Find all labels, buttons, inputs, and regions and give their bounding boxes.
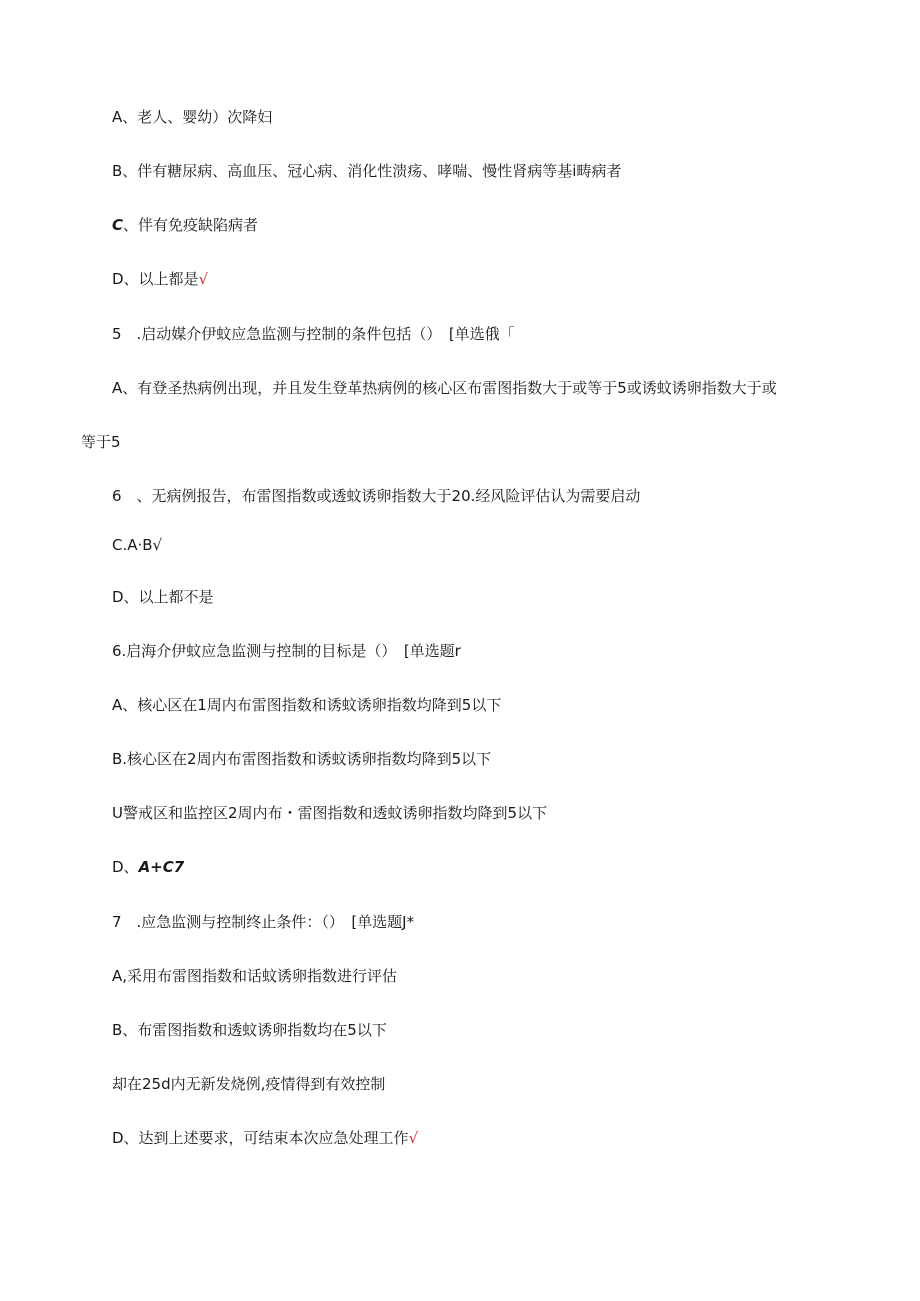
option-line	[112, 215, 258, 235]
option-continuation	[81, 432, 121, 452]
option-text: D、以上都是	[112, 270, 199, 288]
option-text: D、达到上述要求，可结束本次应急处理工作	[112, 1129, 409, 1147]
option-text: B、伴有糖尿病、高血压、冠心病、消化性溃疡、哮喘、慢性肾病等基i畴病者	[112, 162, 622, 180]
option-text: D、	[112, 858, 139, 876]
option-line	[112, 1074, 385, 1094]
question-text: 6.启海介伊蚊应急监测与控制的目标是（） [单选题r	[112, 642, 461, 660]
option-text: 却在25d内无新发烧例,疫情得到有效控制	[112, 1075, 386, 1093]
option-answer: A+C7	[138, 858, 185, 876]
option-line	[112, 857, 184, 877]
option-line	[112, 749, 491, 769]
option-line	[112, 161, 621, 181]
option-letter: C	[112, 216, 124, 234]
option-text: B、布雷图指数和透蚊诱卵指数均在5以下	[112, 1021, 387, 1039]
option-line	[112, 269, 208, 289]
option-text: B.核心区在2周内布雷图指数和诱蚊诱卵指数均降到5以下	[112, 750, 492, 768]
option-text: 6 、无病例报告，布雷图指数或透蚊诱卵指数大于20.经风险评估认为需要启动	[112, 487, 641, 505]
option-text: A、老人、婴幼）次降妇	[112, 108, 273, 126]
option-text: A、有登圣热病例出现，并且发生登革热病例的核心区布雷图指数大于或等于5或诱蚊诱卵指数大于或	[112, 379, 777, 397]
option-text: A,采用布雷图指数和话蚊诱卵指数进行评估	[112, 967, 398, 985]
option-line	[112, 1020, 387, 1040]
option-line	[112, 803, 547, 823]
option-line	[112, 107, 272, 127]
option-line	[112, 486, 640, 506]
option-text: C.A·B√	[112, 536, 163, 554]
question-text: 5 .启动媒介伊蚊应急监测与控制的条件包括（） [单选俄「	[112, 325, 515, 343]
option-text: A、核心区在1周内布雷图指数和诱蚊诱卵指数均降到5以下	[112, 696, 502, 714]
question-text: 7 .应急监测与控制终止条件：（） [单选题J*	[112, 913, 415, 931]
option-line	[112, 587, 214, 607]
answer-check-mark: √	[408, 1129, 419, 1147]
option-line	[112, 378, 777, 398]
question-line	[112, 324, 515, 344]
option-text: 等于5	[81, 433, 121, 451]
answer-check-mark: √	[198, 270, 209, 288]
option-line	[112, 695, 501, 715]
option-text: U警戒区和监控区2周内布・雷图指数和透蚊诱卵指数均降到5以下	[112, 804, 548, 822]
option-line	[112, 1128, 418, 1148]
question-line	[112, 912, 414, 932]
question-line	[112, 641, 461, 661]
option-text: 、伴有免疫缺陷病者	[123, 216, 259, 234]
option-line	[112, 535, 162, 555]
option-text: D、以上都不是	[112, 588, 214, 606]
option-line	[112, 966, 397, 986]
